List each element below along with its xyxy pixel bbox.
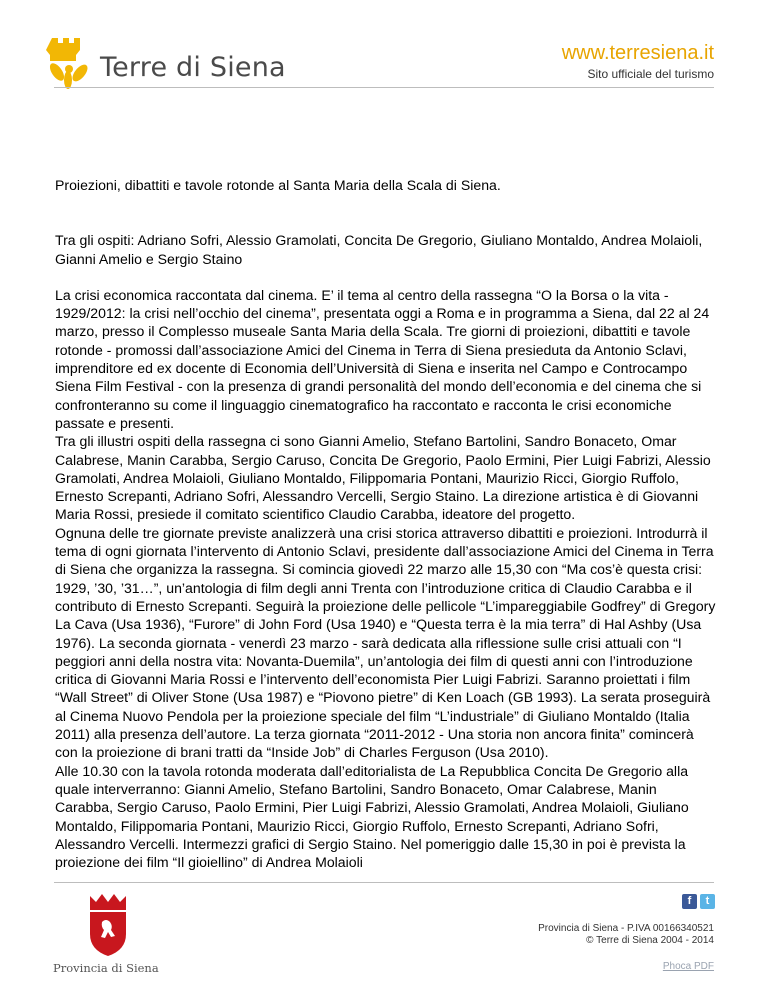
- article-paragraph: Alle 10.30 con la tavola rotonda moderata dall’editorialista de La Repubblica Concita De Gregorio alla quale interverranno: Gianni Amelio, Stefano Bartolini, Sandro Bonaceto, Omar Calabrese, Manin Carabba, Sergio Caruso, Paolo Ermini, Pier Luigi Fabrizi, Alessio Gramolati, Andrea Molaioli, Giuliano Montaldo, Filippomaria Pontani, Maurizio Ricci, Giorgio Ruffolo, Ernesto Screpanti, Adriano Sofri, Alessandro Vercelli. Intermezzi grafici di Sergio Staino. Nel pomeriggio dalle 15,30 in poi è prevista la proiezione dei film “Il gioiellino” di Andrea Molaioli: [55, 762, 689, 871]
- header-divider: [54, 87, 714, 88]
- twitter-icon[interactable]: t: [700, 894, 715, 909]
- legal-info: [538, 923, 714, 947]
- article-paragraph: Ognuna delle tre giornate previste analizzerà una crisi storica attraverso dibattiti e proiezioni. Introdurrà il tema di ogni giornata l’intervento di Antonio Sclavi, presidente dall’associazione Amici del Cinema in Terra di Siena che organizza la rassegna. Si comincia giovedì 22 marzo alle 15,30 con “Ma cos’è questa crisi: 1929, ’30, ’31…”, un’antologia di film degli anni Trenta con l’introduzione critica di Claudio Carabba e il contributo di Ernesto Screpanti. Seguirà la proiezione delle pellicole “L’impareggiabile Godfrey” di Gregory La Cava (Usa 1936), “Furore” di John Ford (Usa 1940) e “Questa terra è la mia terra” di Hal Ashby (Usa 1976). La seconda giornata - venerdì 23 marzo - sarà dedicata alla riflessione sulle crisi attuali con “I peggiori anni della nostra vita: Novanta-Duemila”, un’antologia dei film di questi anni con l’introduzione critica di Giovanni Maria Rossi e l’intervento dell’economista Pier Luigi Fabrizi. Saranno proiettati i film “Wall Street” di Oliver Stone (Usa 1987) e “Piovono pietre” di Ken Loach (GB 1993). La serata proseguirà al Cinema Nuovo Pendola per la proiezione speciale del film “L’industriale” di Giuliano Montaldo (Italia 2011) alla presenza dell’autore. La terza giornata “2011-2012 - Una storia non ancora finita” comincerà con la proiezione di brani tratti da “Inside Job” di Charles Ferguson (Usa 2010).: [55, 524, 716, 761]
- coat-of-arms-icon: [76, 892, 140, 958]
- provincia-coat-of-arms: [76, 892, 140, 958]
- article-body: [55, 176, 717, 871]
- phoca-pdf-link[interactable]: Phoca PDF: [662, 961, 714, 972]
- article-headline: Proiezioni, dibattiti e tavole rotonde al Santa Maria della Scala di Siena.: [55, 177, 501, 193]
- provincia-name: Provincia di Siena: [53, 961, 159, 975]
- article-paragraph: La crisi economica raccontata dal cinema. E’ il tema al centro della rassegna “O la Borsa o la vita - 1929/2012: la crisi nell’occhio del cinema”, presentata oggi a Roma e in programma a Siena, dal 22 al 24 marzo, presso il Complesso museale Santa Maria della Scala. Tre giorni di proiezioni, dibattiti e tavole rotonde - promossi dall’associazione Amici del Cinema in Terra di Siena presieduta da Antonio Sclavi, imprenditore ed ex docente di Economia dell’Università di Siena e inserita nel Campo e Controcampo Siena Film Festival - con la presenza di grandi personalità del mondo dell’economia e del cinema che si confronteranno su come il linguaggio cinematografico ha raccontato e racconta le crisi economiche passate e presenti.: [55, 286, 710, 431]
- site-url[interactable]: www.terresiena.it: [561, 42, 714, 64]
- site-subtitle: Sito ufficiale del turismo: [587, 67, 714, 81]
- article-paragraph: Tra gli illustri ospiti della rassegna ci sono Gianni Amelio, Stefano Bartolini, Sandro Bonaceto, Omar Calabrese, Manin Carabba, Sergio Caruso, Concita De Gregorio, Paolo Ermini, Pier Luigi Fabrizi, Alessio Gramolati, Andrea Molaioli, Giuliano Montaldo, Filippomaria Pontani, Maurizio Ricci, Giorgio Ruffolo, Ernesto Screpanti, Adriano Sofri, Alessandro Vercelli, Sergio Staino. La direzione artistica è di Giovanni Maria Rossi, presiede il comitato scientifico Claudio Carabba, ideatore del progetto.: [55, 433, 711, 523]
- legal-copyright: © Terre di Siena 2004 - 2014: [586, 935, 714, 946]
- facebook-icon[interactable]: f: [682, 894, 697, 909]
- brand-name: Terre di Siena: [100, 52, 286, 83]
- legal-vat: Provincia di Siena - P.IVA 00166340521: [538, 923, 714, 934]
- article-guests: Tra gli ospiti: Adriano Sofri, Alessio Gramolati, Concita De Gregorio, Giuliano Montaldo, Andrea Molaioli, Gianni Amelio e Sergio Staino: [55, 232, 703, 267]
- terre-di-siena-emblem-icon: [44, 36, 94, 90]
- social-links: [682, 894, 715, 909]
- footer-divider: [54, 882, 714, 883]
